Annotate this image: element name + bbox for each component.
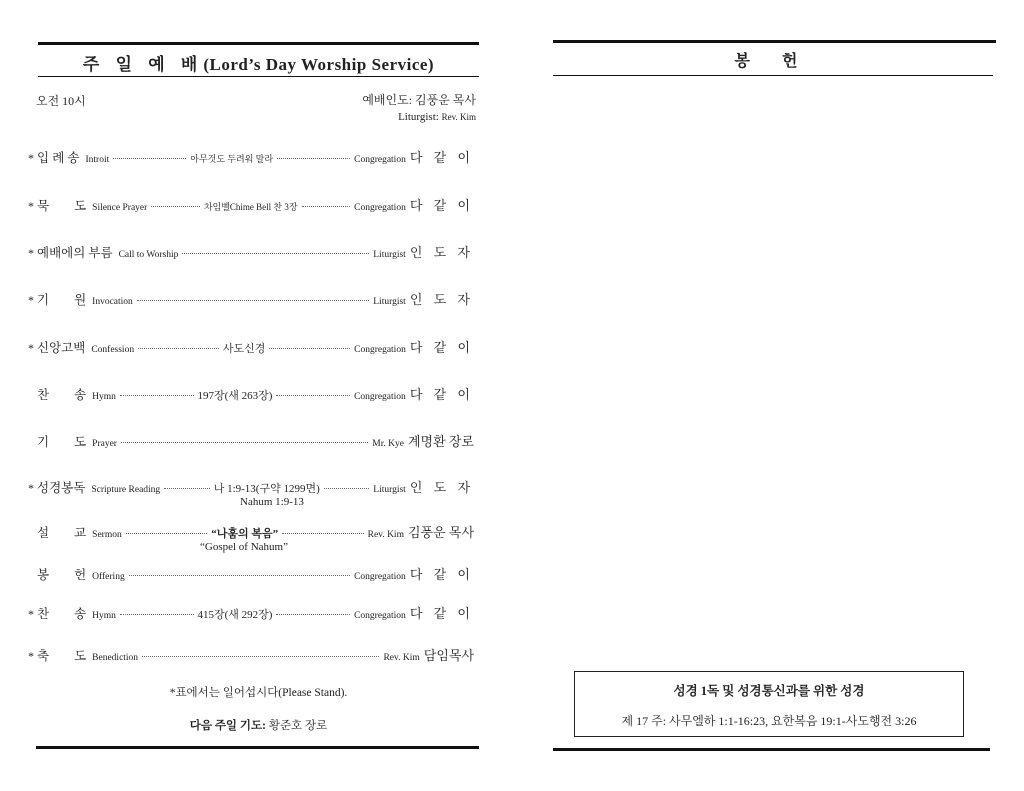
next-prayer-name: 황준호 장로 — [268, 720, 328, 732]
title-english: (Lord’s Day Worship Service) — [203, 55, 435, 74]
order-item — [28, 564, 474, 583]
order-item — [28, 337, 474, 356]
item-leader-korean: 다 같 이 — [409, 340, 475, 355]
order-item — [28, 645, 474, 664]
item-leader-korean: 다 같 이 — [409, 567, 474, 582]
title-underline-right — [553, 75, 993, 76]
item-leader-korean: 다 같 이 — [409, 606, 474, 621]
item-english-name: Scripture Reading — [91, 485, 161, 495]
leader-dots — [302, 206, 351, 207]
leader-dots — [276, 395, 350, 396]
order-item — [28, 431, 474, 450]
item-korean-name: 기 도 — [37, 435, 87, 449]
item-korean-name: 봉 헌 — [37, 568, 87, 582]
item-korean-name: 찬 송 — [37, 607, 87, 621]
bible-box-text: 제 17 주: 사무엘하 1:1-16:23, 요한복음 19:1-사도행전 3:26 — [621, 714, 917, 728]
item-korean-name: 입 례 송 — [37, 151, 80, 165]
bottom-rule-left — [36, 746, 479, 749]
item-english-name: Hymn — [92, 392, 116, 402]
stand-marker: * — [28, 607, 34, 621]
item-leader-english: Congregation — [354, 392, 406, 402]
item-detail: 197장(새 263장) — [197, 390, 273, 402]
item-leader-korean: 계명환 장로 — [407, 434, 474, 449]
leader-dots — [120, 614, 194, 615]
order-item — [28, 195, 474, 214]
stand-marker: * — [28, 199, 34, 213]
top-rule-right — [553, 40, 996, 43]
stand-marker: * — [28, 246, 34, 260]
item-korean-name: 축 도 — [37, 649, 87, 663]
liturgist-info — [362, 91, 476, 123]
stand-marker: * — [28, 293, 34, 307]
item-english-name: Offering — [92, 572, 125, 582]
item-english-name: Confession — [91, 345, 135, 355]
stand-note: *표에서는 일어섭시다(Please Stand). — [169, 687, 348, 699]
item-korean-name: 예배에의 부름 — [37, 246, 113, 260]
item-leader-korean: 인 도 자 — [409, 292, 474, 307]
top-rule-left — [38, 42, 479, 45]
item-leader-english: Congregation — [354, 572, 406, 582]
next-prayer-label: 다음 주일 기도: — [189, 720, 266, 732]
item-leader-korean: 김풍운 목사 — [407, 525, 475, 540]
item-english-name: Introit — [85, 155, 110, 165]
item-english-name: Sermon — [92, 530, 122, 540]
leader-dots — [276, 614, 350, 615]
item-english-name: Silence Prayer — [92, 203, 148, 213]
item-leader-english: Rev. Kim — [367, 530, 404, 540]
item-detail: 사도신경 — [222, 343, 266, 355]
title-underline-left — [38, 76, 479, 77]
order-item — [28, 147, 474, 166]
item-leader-korean: 다 같 이 — [409, 150, 475, 165]
item-leader-korean: 인 도 자 — [409, 480, 475, 495]
order-item — [28, 242, 474, 261]
title-korean: 주 일 예 배 — [82, 55, 204, 74]
item-detail: 차임벨Chime Bell 찬 3장 — [203, 202, 298, 212]
order-item — [28, 603, 474, 622]
item-leader-korean: 인 도 자 — [409, 245, 474, 260]
item-subtitle: Nahum 1:9-13 — [240, 496, 304, 508]
item-leader-korean: 다 같 이 — [409, 198, 475, 213]
leader-dots — [324, 488, 370, 489]
item-leader-english: Mr. Kye — [372, 439, 404, 449]
leader-english — [362, 111, 476, 123]
item-leader-english: Congregation — [354, 155, 406, 165]
item-leader-english: Congregation — [354, 345, 406, 355]
item-korean-name: 묵 도 — [37, 199, 87, 213]
leader-dots — [151, 206, 200, 207]
leader-dots — [138, 348, 219, 349]
item-english-name: Invocation — [92, 297, 133, 307]
leader-dots — [126, 533, 208, 534]
bottom-rule-right — [553, 748, 990, 751]
item-english-name: Prayer — [92, 439, 117, 449]
next-prayer — [38, 717, 479, 733]
leader-dots — [182, 253, 369, 254]
leader-dots — [121, 442, 368, 443]
leader-korean: 예배인도: 김풍운 목사 — [362, 93, 476, 107]
order-item — [28, 477, 474, 496]
item-detail: 아무것도 두려워 말라 — [190, 154, 274, 164]
stand-marker: * — [28, 341, 34, 355]
leader-dots — [164, 488, 210, 489]
stand-marker: * — [28, 649, 34, 663]
leader-dots — [282, 533, 364, 534]
item-korean-name: 설 교 — [37, 526, 87, 540]
leader-en-name: Rev. Kim — [441, 112, 476, 122]
item-leader-english: Congregation — [354, 611, 406, 621]
item-korean-name: 신앙고백 — [37, 341, 86, 355]
service-time: 오전 10시 — [36, 94, 86, 108]
item-leader-korean: 담임목사 — [423, 648, 474, 663]
stand-marker: * — [28, 151, 34, 165]
page-title — [38, 50, 479, 75]
item-leader-english: Liturgist — [373, 250, 406, 260]
leader-dots — [113, 158, 186, 159]
item-korean-name: 기 원 — [37, 293, 87, 307]
item-leader-korean: 다 같 이 — [409, 387, 474, 402]
item-leader-english: Liturgist — [373, 297, 406, 307]
leader-dots — [269, 348, 350, 349]
item-detail: 415장(새 292장) — [197, 609, 273, 621]
item-english-name: Benediction — [92, 653, 139, 663]
item-subtitle: “Gospel of Nahum” — [200, 541, 288, 553]
bible-box-title: 성경 1독 및 성경통신과를 위한 성경 — [673, 684, 865, 698]
leader-dots — [277, 158, 350, 159]
order-item — [28, 522, 474, 541]
item-detail: 나 1:9-13(구약 1299면) — [213, 483, 320, 495]
leader-dots — [129, 575, 350, 576]
item-leader-english: Rev. Kim — [383, 653, 420, 663]
item-leader-english: Liturgist — [373, 485, 406, 495]
offering-title: 봉 헌 — [734, 53, 812, 70]
item-korean-name: 성경봉독 — [37, 481, 86, 495]
order-item — [28, 384, 474, 403]
order-item — [28, 289, 474, 308]
item-leader-english: Congregation — [354, 203, 406, 213]
leader-dots — [137, 300, 369, 301]
leader-en-label: Liturgist: — [398, 111, 439, 123]
item-korean-name: 찬 송 — [37, 388, 87, 402]
item-english-name: Hymn — [92, 611, 116, 621]
item-detail: “나훔의 복음” — [211, 528, 279, 540]
item-english-name: Call to Worship — [118, 250, 179, 260]
stand-marker: * — [28, 481, 34, 495]
bible-reading-box — [574, 671, 964, 737]
leader-dots — [142, 656, 379, 657]
leader-dots — [120, 395, 194, 396]
